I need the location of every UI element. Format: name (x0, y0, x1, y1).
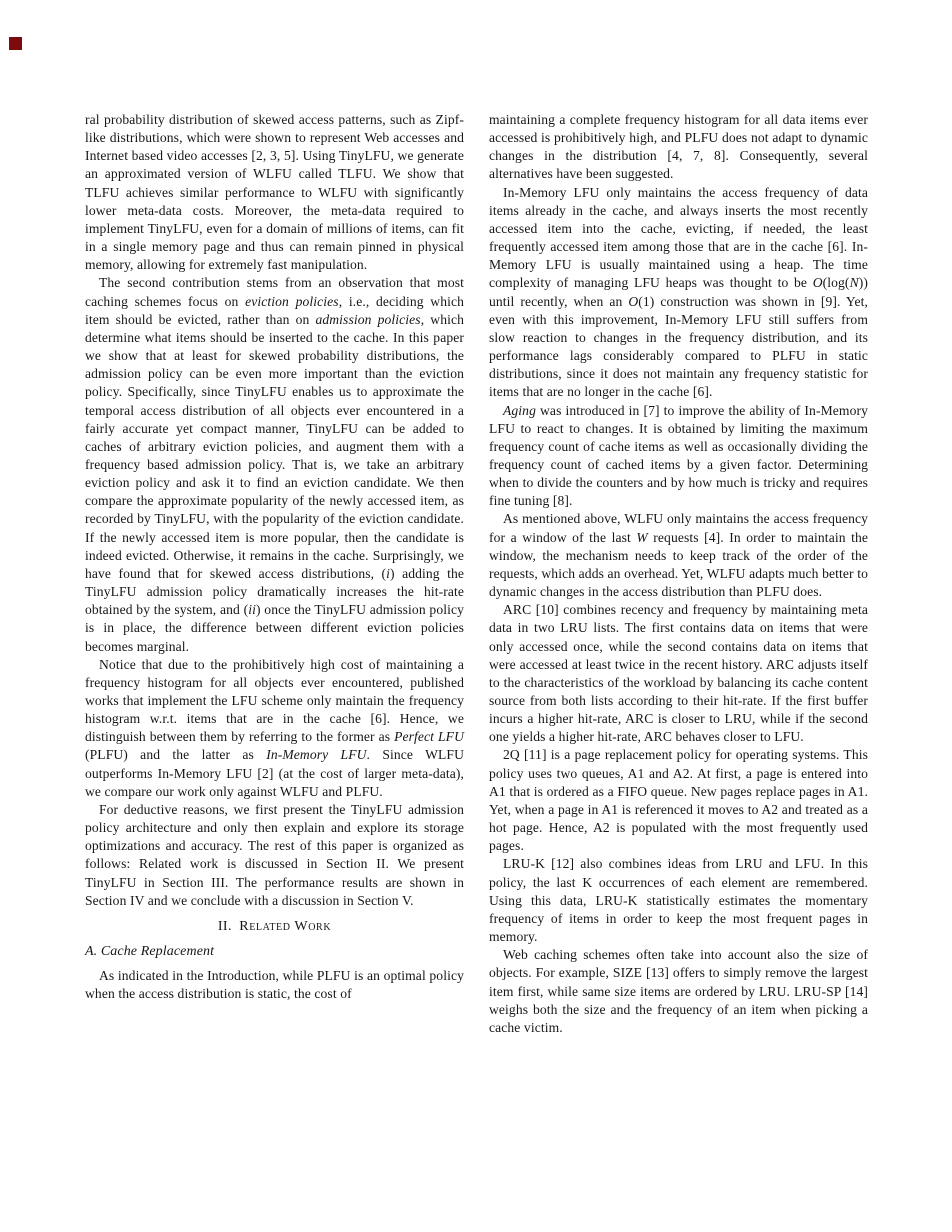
subsection-heading: A. Cache Replacement (85, 944, 215, 960)
paragraph: In-Memory LFU only maintains the access frequency of data items already in the cache, and always inserts the most recently accessed item into the cache, evicting, if needed, the least frequently accessed item among those that are in the cache [6]. In-Memory LFU is usually maintained using a heap. The time complexity of managing LFU heaps was thought to be O(log(N)) until recently, when an O(1) construction was shown in [9]. Yet, even with this improvement, In-Memory LFU still suffers from slow reaction to changes in the frequency distribution, and its performance lags considerably compared to PLFU in static distributions, since it does not maintain any frequency statistic for items that are no longer in the cache [6]. (489, 184, 869, 400)
section-title: Related Work (239, 918, 332, 934)
text-columns (85, 111, 868, 1037)
left-column (85, 111, 464, 1004)
paragraph: For deductive reasons, we first present the TinyLFU admission policy architecture and only then explain and explore its storage optimizations and accuracy. The rest of this paper is organized as follows: Related work is discussed in Section II. We present TinyLFU in Section III. The performance results are shown in Section IV and we conclude with a discussion in Section V. (85, 801, 464, 908)
paragraph: ARC [10] combines recency and frequency by maintaining meta data in two LRU lists. The first contains data on items that were only accessed once, while the second contains data on items that were accessed at least twice in the recent history. ARC adjusts itself to the characteristics of the workload by balancing its cache content source from both lists according to their hit-rate. If the first buffer incurs a higher hit-rate, ARC is closer to LRU, while if the second one yields a higher hit-rate, ARC behaves closer to LFU. (489, 602, 868, 745)
paragraph: 2Q [11] is a page replacement policy for operating systems. This policy uses two queues, A1 and A2. At first, a page is entered into A1 that is ordered as a FIFO queue. New pages replace pages in A1. Yet, when a page in A1 is referenced it moves to A2 and treated as a hot page. Hence, A2 is populated with the most frequently used pages. (489, 747, 868, 854)
section-number: II. (217, 918, 240, 934)
paragraph: Notice that due to the prohibitively high cost of maintaining a frequency histogram for all objects ever encountered, published works that implement the LFU scheme only maintain the frequency histogram w.r.t. items that are in the cache [6]. Hence, we distinguish between them by referring to the former as Perfect LFU (PLFU) and the latter as In-Memory LFU. Since WLFU outperforms In-Memory LFU [2] (at the cost of larger meta-data), we compare our work only against WLFU and PLFU. (85, 656, 464, 799)
paragraph: The second contribution stems from an observation that most caching schemes focus on eviction policies, i.e., deciding which item should be evicted, rather than on admission policies, which determine what items should be inserted to the cache. In this paper we show that at least for skewed probability distributions, the admission policy can be even more important than the eviction policy. Specifically, since TinyLFU enables us to approximate the temporal access distribution of all objects ever encountered in a fairly accurate yet compact manner, TinyLFU can be added to caches of arbitrary eviction policies, and augment them with a frequency based admission policy. That is, we take an arbitrary eviction policy and ask it to find an eviction candidate. We then compare the approximate popularity of the newly accessed item, as recorded by TinyLFU, with the popularity of the eviction candidate. If the newly accessed item is more popular, then the candidate is indeed evicted. Otherwise, it remains in the cache. Surprisingly, we have found that for skewed access distributions, (i) adding the TinyLFU admission policy dramatically increases the hit-rate obtained by the system, and (ii) once the TinyLFU admission policy is in place, the difference between different eviction policies becomes marginal. (85, 275, 465, 654)
paragraph: As indicated in the Introduction, while PLFU is an optimal policy when the access distribution is static, the cost of (85, 968, 464, 1002)
paragraph: LRU-K [12] also combines ideas from LRU and LFU. In this policy, the last K occurrences of each element are remembered. Using this data, LRU-K statistically estimates the momentary frequency of items in order to keep the most frequent pages in memory. (489, 856, 868, 945)
red-square-marker (9, 37, 22, 50)
paragraph: ral probability distribution of skewed access patterns, such as Zipf-like distributions, which were shown to represent Web accesses and Internet based video accesses [2, 3, 5]. Using TinyLFU, we generate an approximated version of WLFU called TLFU. We show that TLFU achieves similar performance to WLFU with significantly lower meta-data costs. Moreover, the meta-data required to implement TinyLFU, even for a domain of millions of items, can fit in a single memory page and thus can remain pinned in physical memory, allowing for extremely fast manipulation. (85, 112, 464, 273)
section-heading (85, 918, 464, 936)
paragraph: Aging was introduced in [7] to improve the ability of In-Memory LFU to react to changes. It is obtained by limiting the maximum frequency count of cache items as well as occasionally dividing the frequency count of cached items by a given factor. Determining when to divide the counters and by how much is tricky and requires fine tuning [8]. (489, 402, 868, 509)
paragraph: As mentioned above, WLFU only maintains the access frequency for a window of the last W requests [4]. In order to maintain the window, the mechanism needs to keep track of the order of the requests, which adds an overhead. Yet, WLFU adapts much better to dynamic changes in the access distribution than PLFU does. (489, 511, 868, 600)
paragraph: maintaining a complete frequency histogram for all data items ever accessed is prohibitively high, and PLFU does not adapt to dynamic changes in the distribution [4, 7, 8]. Consequently, several alternatives have been suggested. (489, 112, 868, 182)
paragraph: Web caching schemes often take into account also the size of objects. For example, SIZE [13] offers to simply remove the largest item first, while same size items are ordered by LRU. LRU-SP [14] weighs both the size and the frequency of an item when picking a cache victim. (489, 947, 868, 1035)
right-column (489, 111, 868, 1037)
